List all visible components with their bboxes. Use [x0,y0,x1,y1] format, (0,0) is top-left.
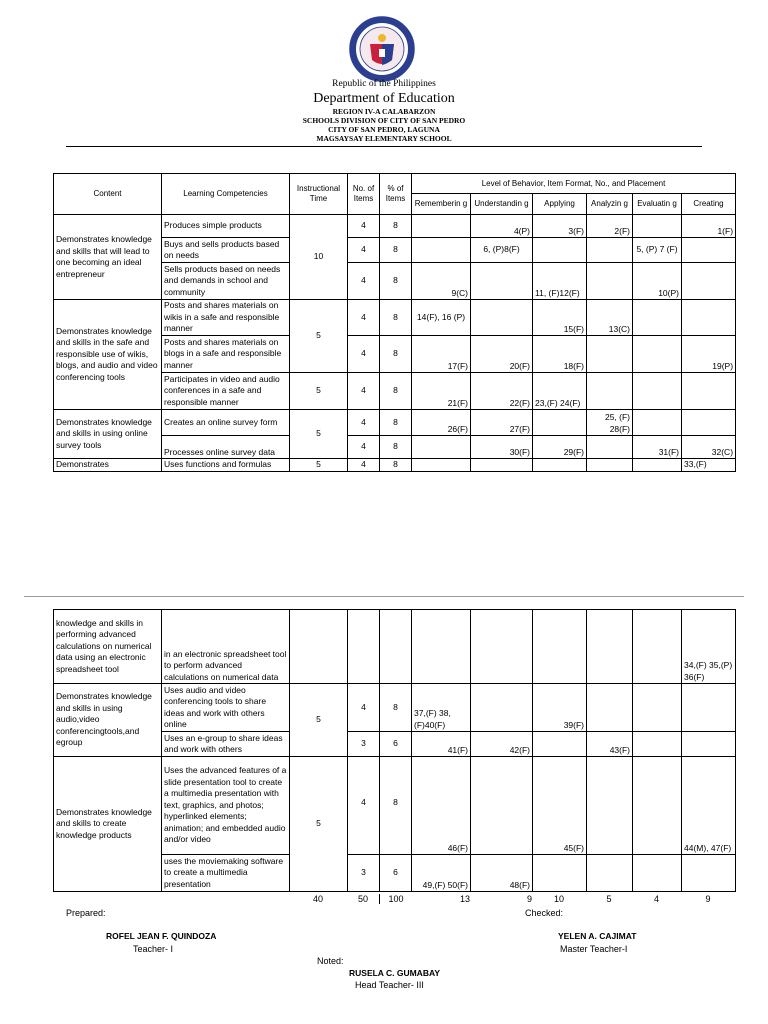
checked-name: YELEN A. CAJIMAT [558,931,637,941]
pct-cell: 6 [380,732,412,757]
content-cell: knowledge and skills in performing advanced calculations on numerical data using an electronic spreadsheet tool [54,610,162,684]
header-understanding: Understandin g [471,194,533,215]
items-cell: 4 [348,238,380,263]
und-cell [471,263,533,300]
cre-cell [682,410,736,436]
eva-cell [633,373,682,410]
ana-cell [587,855,633,892]
ana-cell [587,263,633,300]
header-pct-items: % of Items [380,174,412,215]
eva-cell: 5, (P) 7 (F) [633,238,682,263]
total-app: 10 [553,894,564,904]
pct-cell: 8 [380,757,412,855]
eva-cell: 10(P) [633,263,682,300]
total-time: 40 [312,894,323,904]
und-cell [471,459,533,472]
cre-cell: 33,(F) [682,459,736,472]
und-cell: 42(F) [471,732,533,757]
header-creating: Creating [682,194,736,215]
eva-cell [633,336,682,373]
app-cell [533,732,587,757]
rem-cell: 41(F) [412,732,471,757]
eva-cell [633,215,682,238]
checked-label: Checked: [525,908,564,918]
region-line: REGION IV-A CALABARZON [332,107,436,116]
noted-name: RUSELA C. GUMABAY [349,968,440,978]
time-cell: 5 [290,300,348,373]
app-cell: 45(F) [533,757,587,855]
pct-cell: 8 [380,336,412,373]
content-cell: Demonstrates knowledge and skills in using online survey tools [54,410,162,459]
und-cell [471,684,533,732]
page-break-line [24,596,744,597]
rem-cell: 49,(F) 50(F) [412,855,471,892]
eva-cell: 31(F) [633,436,682,459]
competency-cell: Posts and shares materials on wikis in a safe and responsible manner [162,300,290,336]
und-cell [471,610,533,684]
header-applying: Applying [533,194,587,215]
ana-cell [587,610,633,684]
cre-cell [682,373,736,410]
ana-cell [587,238,633,263]
und-cell: 48(F) [471,855,533,892]
total-eva: 4 [653,894,659,904]
content-cell: Demonstrates [54,459,162,472]
eva-cell [633,459,682,472]
competency-cell: Participates in video and audio conferences in a safe and responsible manner [162,373,290,410]
pct-cell [380,610,412,684]
eva-cell [633,855,682,892]
noted-title: Head Teacher- III [355,980,424,990]
eva-cell [633,610,682,684]
items-cell: 4 [348,684,380,732]
table-row [54,215,736,238]
header-remembering: Rememberin g [412,194,471,215]
prepared-label: Prepared: [66,908,106,918]
noted-label: Noted: [317,956,344,966]
ana-cell [587,684,633,732]
ana-cell [587,336,633,373]
cre-cell [682,263,736,300]
time-cell: 5 [290,459,348,472]
eva-cell [633,757,682,855]
items-cell: 4 [348,459,380,472]
competency-cell: in an electronic spreadsheet tool to perform advanced calculations on numerical data [162,610,290,684]
competency-cell: Produces simple products [162,215,290,238]
und-cell: 4(P) [471,215,533,238]
republic-line: Republic of the Philippines [332,79,436,89]
cre-cell [682,300,736,336]
app-cell: 29(F) [533,436,587,459]
competency-cell: Uses the advanced features of a slide presentation tool to create a multimedia presentation with text, graphics, and photos; hyperlinked elements; animation; and embedded audio and/or video [162,757,290,855]
rem-cell: 46(F) [412,757,471,855]
app-cell: 18(F) [533,336,587,373]
ana-cell: 13(C) [587,300,633,336]
app-cell [533,855,587,892]
eva-cell [633,410,682,436]
time-cell [290,610,348,684]
pct-cell: 8 [380,459,412,472]
pct-cell: 8 [380,436,412,459]
cre-cell [682,684,736,732]
content-cell: Demonstrates knowledge and skills in the safe and responsible use of wikis, blogs, and audio and video conferencing tools [54,300,162,410]
app-cell [533,459,587,472]
time-cell: 10 [290,215,348,300]
time-cell: 5 [290,757,348,892]
app-cell: 3(F) [533,215,587,238]
items-cell: 4 [348,757,380,855]
table-row [54,410,736,436]
pct-cell: 8 [380,373,412,410]
und-cell: 30(F) [471,436,533,459]
header-competencies: Learning Competencies [162,174,290,215]
und-cell: 20(F) [471,336,533,373]
department-title: Department of Education [313,91,455,106]
rem-cell [412,436,471,459]
rem-cell [412,215,471,238]
table-row [54,300,736,336]
ana-cell [587,459,633,472]
header-no-items: No. of Items [348,174,380,215]
competency-cell: uses the moviemaking software to create a multimedia presentation [162,855,290,892]
cre-cell [682,238,736,263]
cre-cell: 34,(F) 35,(P) 36(F) [682,610,736,684]
time-cell: 5 [290,684,348,757]
rem-cell [412,459,471,472]
items-cell: 4 [348,215,380,238]
app-cell [533,410,587,436]
items-cell: 4 [348,410,380,436]
und-cell [471,757,533,855]
und-cell: 6, (P)8(F) [471,238,533,263]
header-time: Instructional Time [290,174,348,215]
cre-cell [682,732,736,757]
checked-title: Master Teacher-I [560,944,628,954]
school-line: MAGSAYSAY ELEMENTARY SCHOOL [316,134,452,143]
time-cell: 5 [290,410,348,459]
app-cell [533,238,587,263]
rem-cell: 17(F) [412,336,471,373]
header-evaluating: Evaluatin g [633,194,682,215]
rem-cell [412,238,471,263]
total-ana: 5 [606,894,612,904]
items-cell: 3 [348,855,380,892]
header-level: Level of Behavior, Item Format, No., and Placement [412,174,736,194]
pct-cell: 8 [380,238,412,263]
header-content: Content [54,174,162,215]
header-divider [66,146,702,147]
competency-cell: Posts and shares materials on blogs in a safe and responsible manner [162,336,290,373]
items-cell [348,610,380,684]
content-cell: Demonstrates knowledge and skills in using audio,video conferencingtools,and egroup [54,684,162,757]
eva-cell [633,732,682,757]
total-und: 9 [526,894,532,904]
rem-cell: 26(F) [412,410,471,436]
items-cell: 4 [348,263,380,300]
tos-table-page2 [53,609,736,892]
prepared-title: Teacher- I [133,944,174,954]
competency-cell: Uses an e-group to share ideas and work with others [162,732,290,757]
pct-cell: 8 [380,300,412,336]
ana-cell: 25, (F) 28(F) [587,410,633,436]
competency-cell: Processes online survey data [162,436,290,459]
table-row [54,459,736,472]
prepared-name: ROFEL JEAN F. QUINDOZA [106,931,217,941]
rem-cell: 37,(F) 38, (F)40(F) [412,684,471,732]
competency-cell: Uses functions and formulas [162,459,290,472]
time-cell: 5 [290,373,348,410]
items-cell: 4 [348,436,380,459]
ana-cell: 43(F) [587,732,633,757]
total-pct: 100 [379,894,412,904]
cre-cell: 44(M), 47(F) [682,757,736,855]
items-cell: 3 [348,732,380,757]
app-cell: 39(F) [533,684,587,732]
competency-cell: Uses audio and video conferencing tools to share ideas and work with others online [162,684,290,732]
rem-cell: 21(F) [412,373,471,410]
app-cell: 23,(F) 24(F) [533,373,587,410]
total-cre: 9 [705,894,711,904]
content-cell: Demonstrates knowledge and skills that will lead to one becoming an ideal entrepreneur [54,215,162,300]
division-line: SCHOOLS DIVISION OF CITY OF SAN PEDRO [302,116,466,125]
pct-cell: 8 [380,684,412,732]
ana-cell [587,373,633,410]
eva-cell [633,684,682,732]
competency-cell: Sells products based on needs and demands in school and community [162,263,290,300]
und-cell [471,300,533,336]
app-cell: 15(F) [533,300,587,336]
app-cell: 11, (F)12(F) [533,263,587,300]
und-cell: 22(F) [471,373,533,410]
items-cell: 4 [348,300,380,336]
items-cell: 4 [348,336,380,373]
pct-cell: 8 [380,410,412,436]
ana-cell [587,436,633,459]
cre-cell: 19(P) [682,336,736,373]
cre-cell [682,855,736,892]
pct-cell: 8 [380,215,412,238]
ana-cell [587,757,633,855]
totals-row [53,894,735,906]
rem-cell: 14(F), 16 (P) [412,300,471,336]
total-rem: 13 [459,894,470,904]
header-analyzing: Analyzin g [587,194,633,215]
ana-cell: 2(F) [587,215,633,238]
und-cell: 27(F) [471,410,533,436]
cre-cell: 32(C) [682,436,736,459]
competency-cell: Buys and sells products based on needs [162,238,290,263]
app-cell [533,610,587,684]
table-row [54,684,736,732]
deped-seal [349,16,415,82]
eva-cell [633,300,682,336]
total-items: 50 [357,894,368,904]
tos-table-page1 [53,173,736,472]
competency-cell: Creates an online survey form [162,410,290,436]
rem-cell: 9(C) [412,263,471,300]
city-line: CITY OF SAN PEDRO, LAGUNA [328,125,440,134]
cre-cell: 1(F) [682,215,736,238]
table-row [54,610,736,684]
pct-cell: 8 [380,263,412,300]
items-cell: 4 [348,373,380,410]
table-row [54,757,736,855]
rem-cell [412,610,471,684]
pct-cell: 6 [380,855,412,892]
content-cell: Demonstrates knowledge and skills to create knowledge products [54,757,162,892]
